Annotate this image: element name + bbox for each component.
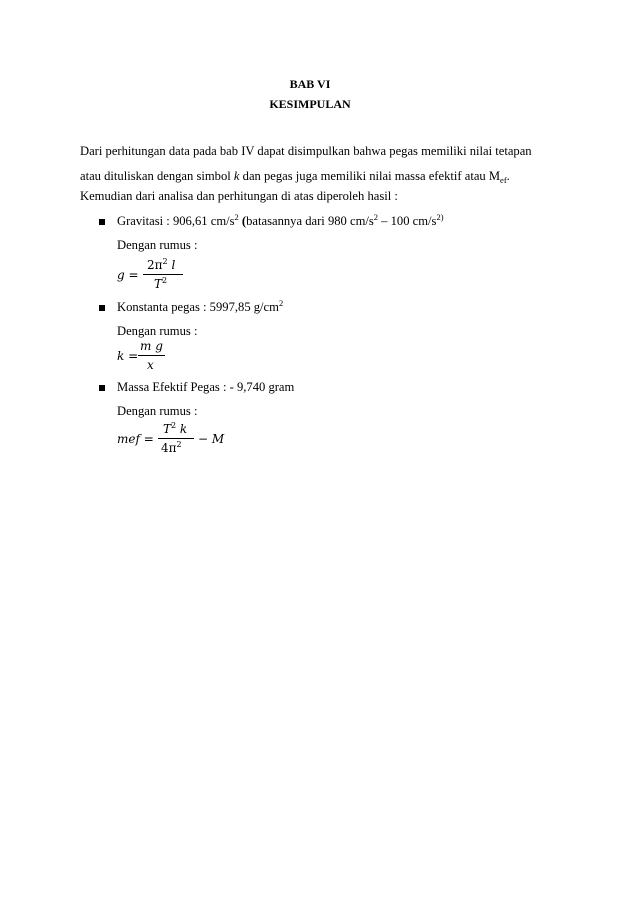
formula-caption: Dengan rumus : bbox=[117, 404, 198, 418]
chapter-heading: BAB VI bbox=[289, 77, 331, 91]
text-run: – 100 cm/s bbox=[378, 214, 437, 228]
result-item bbox=[117, 214, 444, 229]
superscript: 2 bbox=[162, 276, 168, 285]
formula-lhs: g = bbox=[117, 268, 139, 282]
formula-tail: − M bbox=[198, 432, 225, 446]
result-item bbox=[117, 300, 283, 315]
bullet-square-icon bbox=[99, 385, 105, 391]
text-run: T bbox=[154, 277, 163, 291]
paragraph-line: Dari perhitungan data pada bab IV dapat disimpulkan bahwa pegas memiliki nilai tetapan bbox=[80, 144, 532, 158]
subscript: ef bbox=[500, 175, 507, 185]
text-run: T bbox=[163, 422, 172, 436]
text-run: ( bbox=[238, 214, 247, 228]
text-run: batasannya dari 980 cm/s bbox=[246, 214, 374, 228]
formula-denominator: x bbox=[147, 358, 154, 372]
bullet-square-icon bbox=[99, 219, 105, 225]
superscript: 2) bbox=[436, 212, 444, 222]
fraction-bar bbox=[138, 355, 165, 356]
symbol-k: k bbox=[233, 169, 240, 183]
formula-lhs: k = bbox=[117, 349, 139, 363]
superscript: 2 bbox=[176, 440, 182, 449]
formula-lhs: mef = bbox=[117, 432, 154, 446]
superscript: 2 bbox=[278, 298, 284, 308]
formula-denominator bbox=[154, 278, 167, 291]
paragraph-line: Kemudian dari analisa dan perhitungan di atas diperoleh hasil : bbox=[80, 189, 398, 203]
formula-denominator bbox=[161, 442, 182, 455]
bullet-square-icon bbox=[99, 305, 105, 311]
fraction-bar bbox=[158, 438, 194, 439]
superscript: 2 bbox=[234, 212, 239, 222]
formula-numerator bbox=[163, 423, 187, 436]
result-item: Massa Efektif Pegas : - 9,740 gram bbox=[117, 380, 295, 394]
fraction-bar bbox=[143, 274, 183, 275]
text-run: 2π bbox=[147, 258, 163, 272]
text-run: . bbox=[506, 169, 510, 183]
formula-numerator: m g bbox=[140, 339, 163, 353]
superscript: 2 bbox=[373, 212, 379, 222]
text-run: k bbox=[176, 422, 188, 436]
paragraph-line bbox=[80, 169, 510, 184]
text-run: l bbox=[167, 258, 176, 272]
formula-caption: Dengan rumus : bbox=[117, 324, 198, 338]
superscript: 2 bbox=[162, 257, 168, 266]
text-run: dan pegas juga memiliki nilai massa efektif atau M bbox=[239, 169, 501, 183]
text-run: atau dituliskan dengan simbol bbox=[80, 169, 234, 183]
text-run: Konstanta pegas : 5997,85 g/cm bbox=[117, 300, 279, 314]
formula-caption: Dengan rumus : bbox=[117, 238, 198, 252]
text-run: 4π bbox=[161, 441, 177, 455]
superscript: 2 bbox=[171, 421, 177, 430]
chapter-title: KESIMPULAN bbox=[269, 97, 351, 111]
text-run: Gravitasi : 906,61 cm/s bbox=[117, 214, 235, 228]
formula-numerator bbox=[147, 259, 175, 272]
